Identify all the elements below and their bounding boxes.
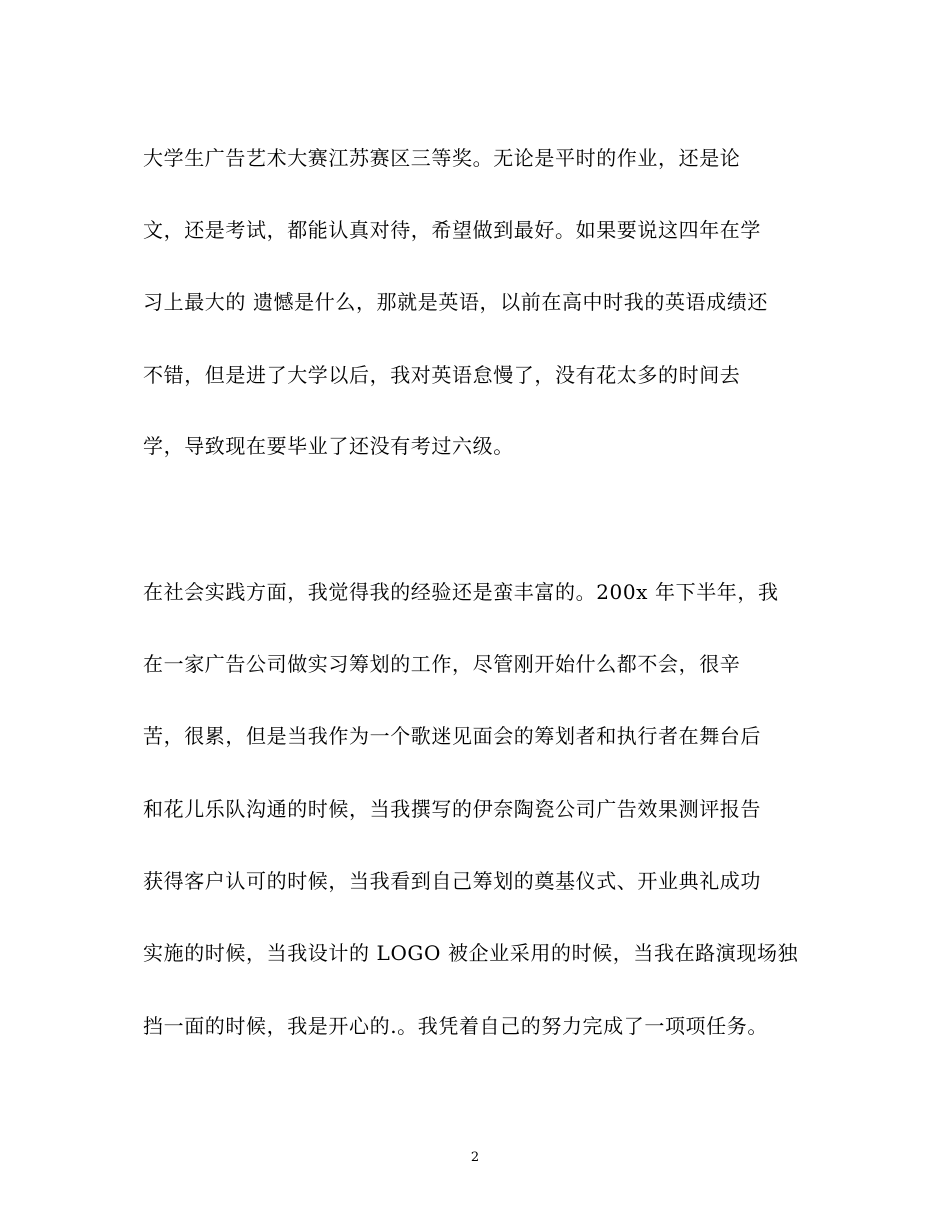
- text-line: 不错，但是进了大学以后，我对英语怠慢了，没有花太多的时间去: [143, 363, 741, 387]
- text-line: 获得客户认可的时候，当我看到自己筹划的奠基仪式、开业典礼成功: [143, 869, 761, 893]
- text-line: 文，还是考试，都能认真对待，希望做到最好。如果要说这四年在学: [143, 218, 761, 242]
- text-line: 苦，很累，但是当我作为一个歌迷见面会的筹划者和执行者在舞台后: [143, 724, 761, 748]
- text-line: 在一家广告公司做实习筹划的工作，尽管刚开始什么都不会，很辛: [143, 652, 741, 676]
- text-line: 挡一面的时候，我是开心的.。我凭着自己的努力完成了一项项任务。: [143, 1014, 768, 1038]
- text-line: 在社会实践方面，我觉得我的经验还是蛮丰富的。200x 年下半年，我: [143, 580, 779, 604]
- page-number: 2: [470, 1150, 480, 1165]
- text-line: 和花儿乐队沟通的时候，当我撰写的伊奈陶瓷公司广告效果测评报告: [143, 797, 761, 821]
- text-line: 习上最大的 遗憾是什么，那就是英语，以前在高中时我的英语成绩还: [143, 290, 768, 314]
- text-line: 实施的时候，当我设计的 LOGO 被企业采用的时候，当我在路演现场独: [143, 941, 799, 965]
- text-line: 大学生广告艺术大赛江苏赛区三等奖。无论是平时的作业，还是论: [143, 146, 741, 170]
- text-line: 学，导致现在要毕业了还没有考过六级。: [143, 434, 514, 458]
